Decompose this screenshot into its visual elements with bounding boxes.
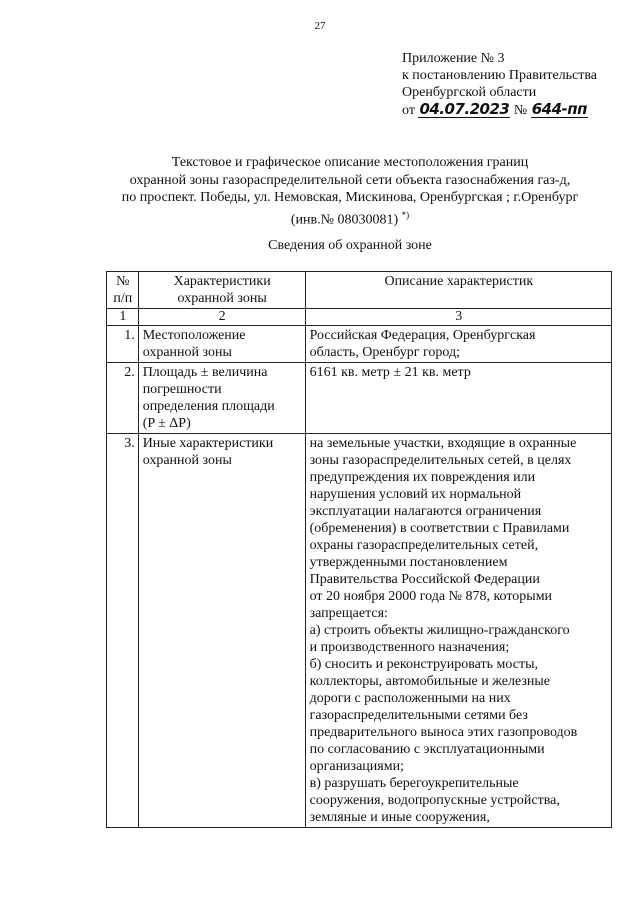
row-description: 6161 кв. метр ± 21 кв. метр xyxy=(305,363,611,434)
document-title xyxy=(88,154,612,229)
table-row xyxy=(107,363,612,434)
column-number-row xyxy=(107,309,612,326)
header-num: № п/п xyxy=(107,272,139,309)
column-number: 2 xyxy=(138,309,305,326)
inventory-number: (инв.№ 08030081) xyxy=(290,212,399,228)
zone-info-table xyxy=(106,271,612,828)
row-characteristic: Иные характеристики охранной зоны xyxy=(138,434,305,828)
row-characteristic: Местоположение охранной зоны xyxy=(138,326,305,363)
row-characteristic: Площадь ± величина погрешности определения площади (P ± ΔP) xyxy=(138,363,305,434)
annex-date-number-line xyxy=(402,101,597,119)
row-number: 1. xyxy=(107,326,139,363)
row-number: 3. xyxy=(107,434,139,828)
handwritten-number: 644-пп xyxy=(531,100,587,118)
footnote-mark: *) xyxy=(401,209,410,220)
title-line-3: по проспект. Победы, ул. Немовская, Мискинова, Оренбургская ; г.Оренбург xyxy=(121,190,579,205)
row-number: 2. xyxy=(107,363,139,434)
table-row xyxy=(107,434,612,828)
header-characteristics: Характеристики охранной зоны xyxy=(138,272,305,309)
annex-block xyxy=(402,50,597,119)
annex-title: Приложение № 3 xyxy=(402,51,505,66)
section-heading: Сведения об охранной зоне xyxy=(268,238,432,253)
column-number: 1 xyxy=(107,309,139,326)
header-description: Описание характеристик xyxy=(305,272,611,309)
row-description: на земельные участки, входящие в охранные зоны газораспределительных сетей, в целях предупреждения их повреждения или нарушения условий их нормальной эксплуатации налагаются ограничения (обременения) в соответствии с Правилами охраны газораспределительных сетей, утвержденными постановлением Правительства Российской Федерации от 20 ноября 2000 года № 878, которыми запрещается: а) строить объекты жилищно-гражданского и производственного назначения; б) сносить и реконструировать мосты, коллекторы, автомобильные и железные дороги с расположенными на них газораспределительными сетями без предварительного выноса этих газопроводов по согласованию с эксплуатационными организациями; в) разрушать берегоукрепительные сооружения, водопропускные устройства, земляные и иные сооружения, xyxy=(305,434,611,828)
title-line-2: охранной зоны газораспределительной сети объекта газоснабжения газ-д, xyxy=(129,172,571,188)
number-label: № xyxy=(513,103,528,118)
table-header-row xyxy=(107,272,612,309)
annex-resolution-line: к постановлению Правительства xyxy=(402,68,598,83)
page-number: 27 xyxy=(314,20,326,32)
title-line-4 xyxy=(88,207,612,229)
annex-region-line: Оренбургской области xyxy=(402,85,537,100)
handwritten-date: 04.07.2023 xyxy=(419,100,510,118)
title-line-1: Текстовое и графическое описание местоположения границ xyxy=(171,155,529,170)
table-row xyxy=(107,326,612,363)
row-description: Российская Федерация, Оренбургская область, Оренбург город; xyxy=(305,326,611,363)
column-number: 3 xyxy=(305,309,611,326)
from-label: от xyxy=(402,103,415,118)
